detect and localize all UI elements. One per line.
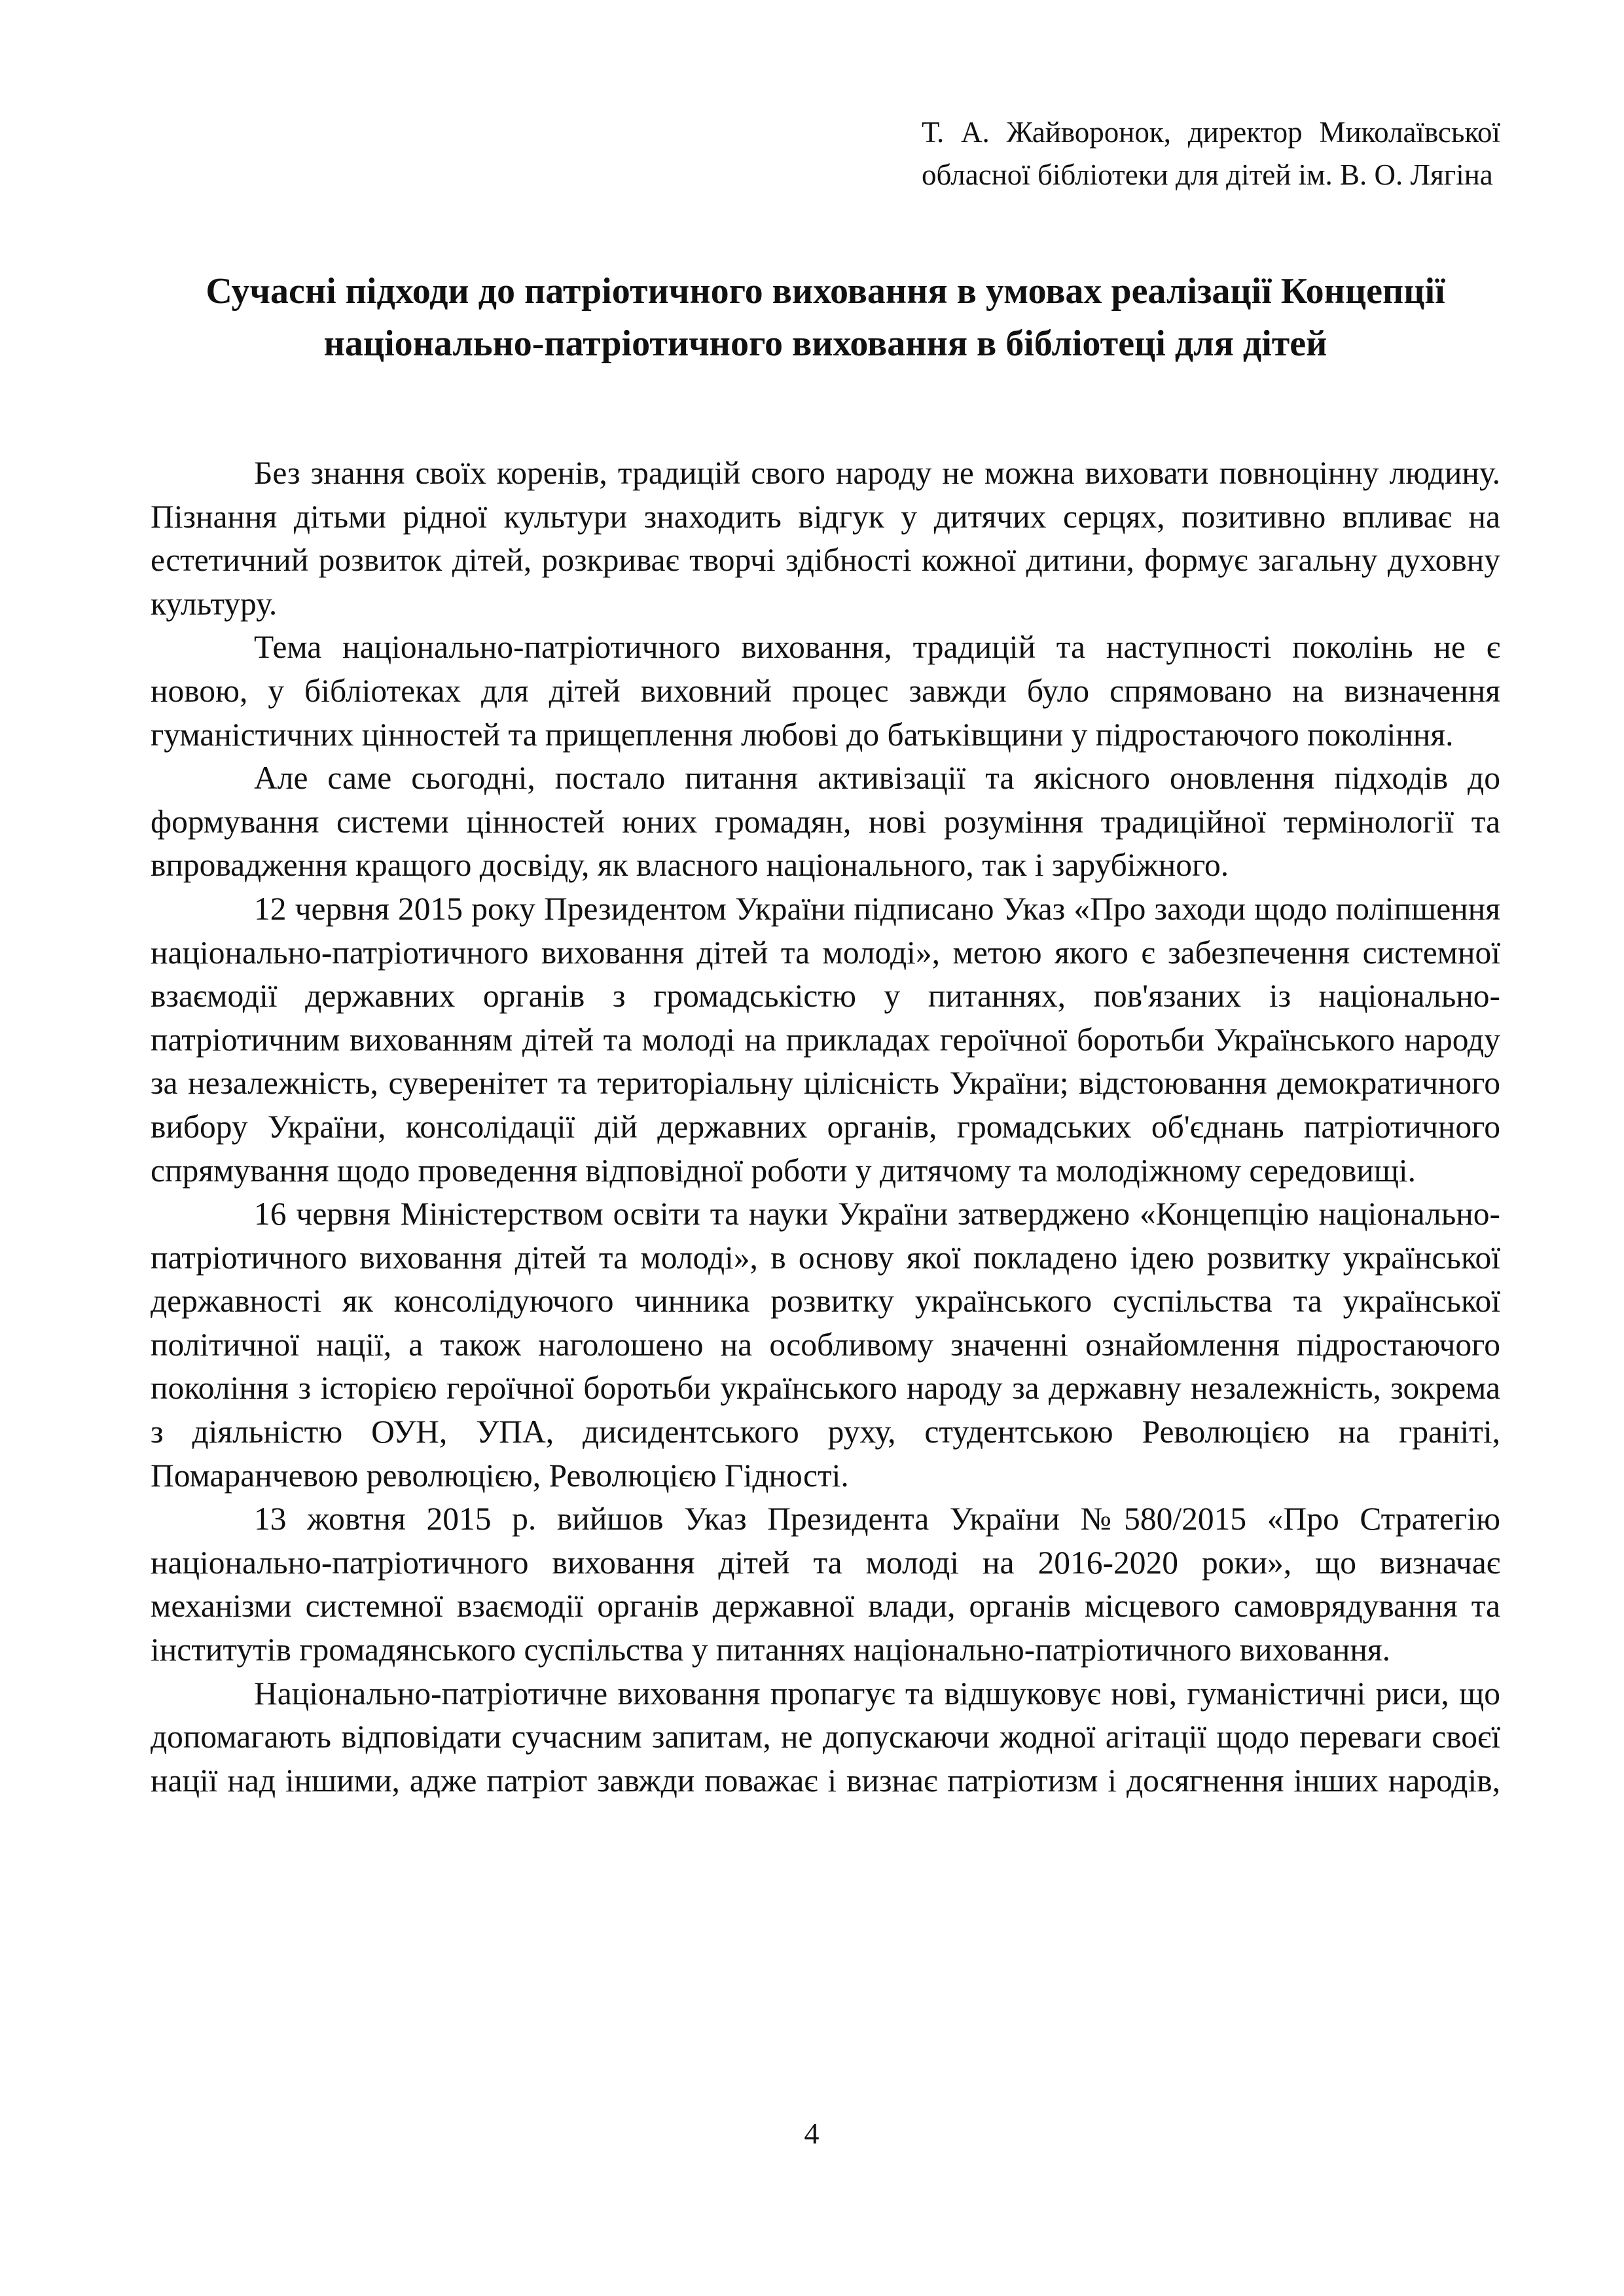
paragraph: 16 червня Міністерством освіти та науки України затверджено «Концепцію національно-патріотичного виховання дітей та молоді», в основу якої покладено ідею розвитку української державності як консолідуючого чинника розвитку українського суспільства та української політичної нації, а також наголошено на особливому значенні ознайомлення підростаючого покоління з історією героїчної боротьби українського народу за державну незалежність, зокрема з діяльністю ОУН, УПА, дисидентського руху, студентською Революцією на граніті, Помаранчевою революцією, Революцією Гідності. bbox=[151, 1196, 1500, 1494]
paragraph: 13 жовтня 2015 р. вийшов Указ Президента України №580/2015 «Про Стратегію національно-патріотичного виховання дітей та молоді на 2016-2020 роки», що визначає механізми системної взаємодії органів державної влади, органів місцевого самоврядування та інститутів громадянського суспільства у питаннях національно-патріотичного виховання. bbox=[151, 1501, 1500, 1668]
page-number: 4 bbox=[804, 2117, 820, 2150]
article-title: Сучасні підходи до патріотичного виховання в умовах реалізації Концепції національно-патріотичного виховання в бібліотеці для дітей bbox=[206, 271, 1445, 364]
paragraph: Але саме сьогодні, постало питання активізації та якісного оновлення підходів до формування системи цінностей юних громадян, нові розуміння традиційної термінології та впровадження кращого досвіду, як власного національного, так і зарубіжного. bbox=[151, 760, 1500, 884]
paragraph: 12 червня 2015 року Президентом України підписано Указ «Про заходи щодо поліпшення національно-патріотичного виховання дітей та молоді», метою якого є забезпечення системної взаємодії державних органів з громадськістю у питаннях, пов'язаних із національно-патріотичним вихованням дітей та молоді на прикладах героїчної боротьби Українського народу за незалежність, суверенітет та територіальну цілісність України; відстоювання демократичного вибору України, консолідації дій державних органів, громадських об'єднань патріотичного спрямування щодо проведення відповідної роботи у дитячому та молодіжному середовищі. bbox=[151, 890, 1500, 1189]
paragraph: Без знання своїх коренів, традицій свого народу не можна виховати повноцінну людину. Пізнання дітьми рідної культури знаходить відгук у дитячих серцях, позитивно впливає на естетичний розвиток дітей, розкриває творчі здібності кожної дитини, формує загальну духовну культуру. bbox=[151, 455, 1500, 622]
paragraph: Національно-патріотичне виховання пропагує та відшуковує нові, гуманістичні риси, що допомагають відповідати сучасним запитам, не допускаючи жодної агітації щодо переваги своєї нації над іншими, адже патріот завжди поважає і визнає патріотизм і досягнення інших народів, bbox=[151, 1675, 1500, 1799]
author-block: Т. А. Жайворонок, директор Миколаївської обласної бібліотеки для дітей ім. В. О. Лягіна bbox=[922, 116, 1500, 191]
paragraph: Тема національно-патріотичного виховання, традицій та наступності поколінь не є новою, у бібліотеках для дітей виховний процес завжди було спрямовано на визначення гуманістичних цінностей та прищеплення любові до батьківщини у підростаючого покоління. bbox=[151, 629, 1500, 753]
article-body bbox=[151, 452, 1500, 1803]
